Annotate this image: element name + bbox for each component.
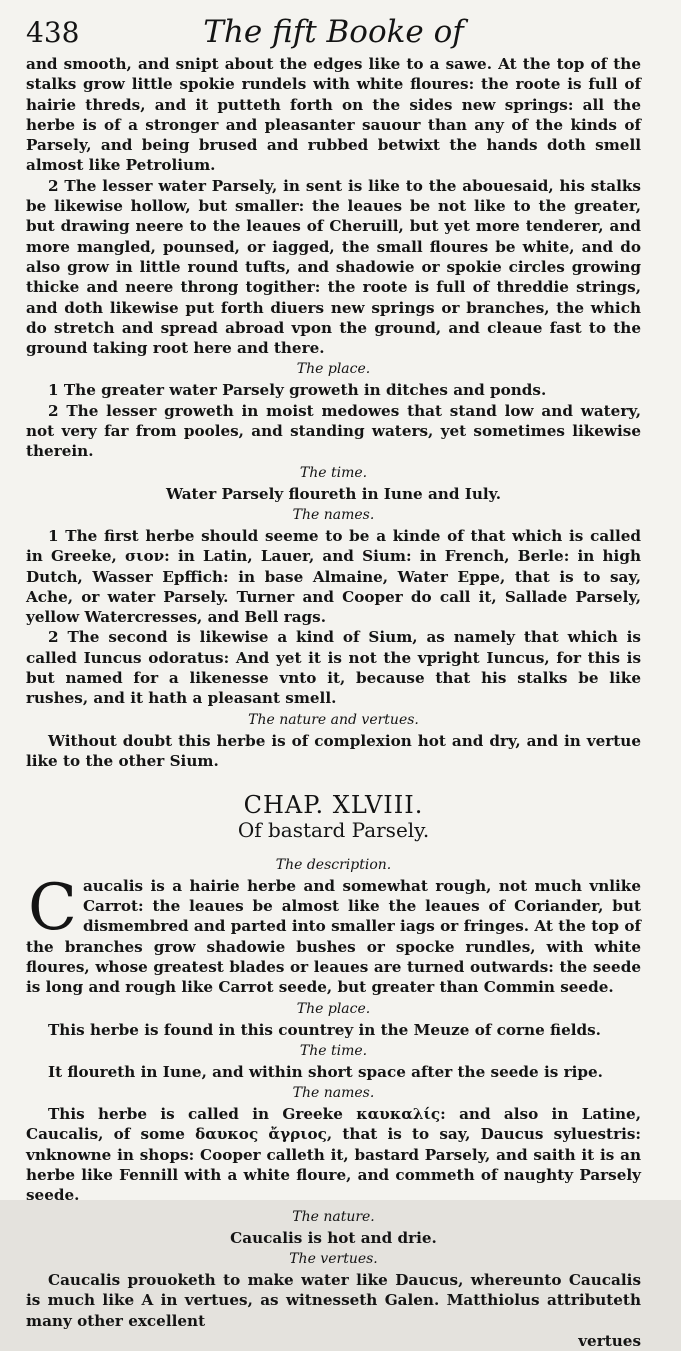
place-heading: The place. [296,361,371,378]
time-text-2: It floureth in Iune, and within short space after the seede is ripe. [48,1062,603,1081]
nature-heading-2: The nature. [292,1208,375,1225]
place-heading-2: The place. [296,1000,371,1017]
chapter-number: CHAP. XLVIII. [243,791,424,820]
names-item: 1 The first herbe should seeme to be a kinde of that which is called in Greeke, σιον: in Latin, Lauer, and Sium: in French, Berle: in high Dutch, Wasser Epffich: in base Almaine, Water Eppe, that is to say, Ache, or water Parsely. Turner and Cooper do call it, Sallade Parsely, yellow Watercresses, and Bell rags. [26,526,641,627]
vertues-heading-2: The vertues. [289,1250,378,1267]
nature-text-2: Caucalis is hot and drie. [230,1228,437,1247]
time-text: Water Parsely floureth in Iune and Iuly. [165,484,502,503]
time-heading: The time. [299,464,368,481]
page-header [26,14,641,54]
nature-vertues-text: Without doubt this herbe is of complexion hot and dry, and in vertue like to the other Sium. [26,731,641,770]
place-item: 2 The lesser groweth in moist medowes that stand low and watery, not very far from pooles, and standing waters, yet sometimes likewise therein. [26,401,641,461]
names-item: 2 The second is likewise a kind of Sium, as namely that which is called Iuncus odoratus: And yet it is not the vpright Iuncus, for this is but named for a likenesse vnto it, because that his stalks be like rushes, and it hath a pleasant smell. [26,628,641,708]
nature-vertues-heading: The nature and vertues. [248,711,419,728]
description-text: aucalis is a hairie herbe and somewhat rough, not much vnlike Carrot: the leaues be almost like the leaues of Coriander, but dismembred and parted into smaller iags or fringes. At the top of the branches grow shadowie bushes or spocke rundles, with white floures, whose greatest blades or leaues are turned outwards: the seede is long and rough like Carrot seede, but greater than Commin seede. [26,876,641,997]
page-body [26,54,641,1351]
names-heading: The names. [292,506,375,523]
names-heading-2: The names. [292,1085,375,1102]
catchword: vertues [578,1331,641,1350]
names-text-2: This herbe is called in Greeke καυκαλίς: and also in Latine, Caucalis, of some δαυκος ἄγριος, that is to say, Daucus syluestris: vnknowne in shops: Cooper calleth it, bastard Parsely, and saith it is an herbe like Fennill with a white floure, and commeth of naughty Parsely seede. [26,1105,641,1205]
vertues-text-2: Caucalis prouoketh to make water like Daucus, whereunto Caucalis is much like A in vertues, as witnesseth Galen. Matthiolus attributeth many other excellent [26,1270,641,1330]
continuation-paragraph: and smooth, and snipt about the edges like to a sawe. At the top of the stalks grow little spokie rundels with white floures: the roote is full of hairie threds, and it putteth forth on the sides new springs: all the herbe is of a stronger and pleasanter sauour than any of the kinds of Parsely, and being brused and rubbed betwixt the hands doth smell almost like Petrolium. [26,55,641,175]
running-title: The fift Booke of [203,14,464,50]
section-gap [26,771,641,789]
description-paragraph [26,870,641,998]
lesser-water-parsely-paragraph: 2 The lesser water Parsely, in sent is like to the abouesaid, his stalks be likewise hollow, but smaller: the leaues be not like to the greater, but drawing neere to the leaues of Cheruill, but yet more tenderer, and more mangled, pounsed, or iagged, the small floures be white, and do also grow in little round tufts, and shadowie or spokie circles growing thicke and neere throng togither: the roote is full of threddie strings, and doth likewise put forth diuers new springs or branches, the which do stretch and spread abroad vpon the ground, and cleaue fast to the ground taking root here and there. [26,176,641,358]
page-number: 438 [26,16,80,49]
description-heading: The description. [275,856,392,873]
drop-capital: C [28,870,77,945]
place-text-2: This herbe is found in this countrey in the Meuze of corne fields. [48,1020,601,1039]
place-item: 1 The greater water Parsely groweth in ditches and ponds. [48,381,547,400]
time-heading-2: The time. [299,1042,368,1059]
chapter-title: Of bastard Parsely. [237,817,430,842]
